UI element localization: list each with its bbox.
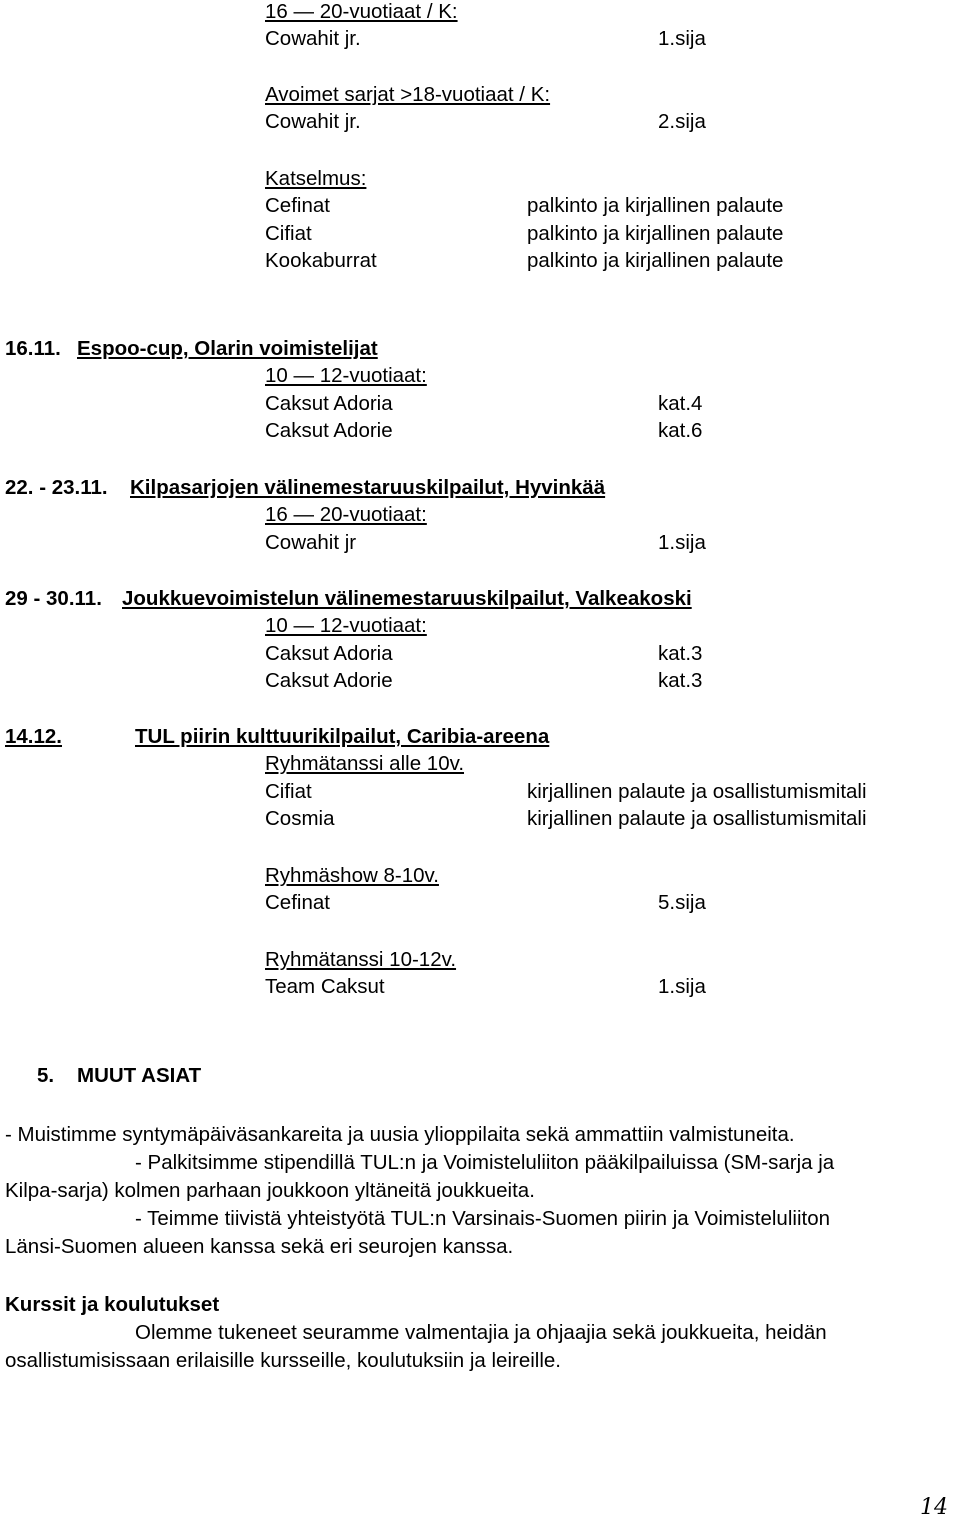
category-heading: Ryhmätanssi 10-12v. (265, 948, 457, 971)
team-name: Cefinat (265, 194, 330, 217)
result: palkinto ja kirjallinen palaute (527, 194, 784, 217)
section-number: 5. (37, 1064, 55, 1087)
event-title: Joukkuevoimistelun välinemestaruuskilpailut, Valkeakoski (122, 587, 692, 610)
event-title: TUL piirin kulttuurikilpailut, Caribia-areena (135, 725, 550, 748)
paragraph: - Teimme tiivistä yhteistyötä TUL:n Varsinais-Suomen piirin ja Voimisteluliiton (135, 1207, 830, 1230)
result: 1.sija (658, 531, 706, 554)
event-date: 22. - 23.11. (5, 476, 108, 499)
paragraph: Kilpa-sarja) kolmen parhaan joukkoon yltäneitä joukkueita. (5, 1179, 535, 1202)
paragraph: Länsi-Suomen alueen kanssa sekä eri seurojen kanssa. (5, 1235, 514, 1258)
result: 2.sija (658, 110, 706, 133)
team-name: Cifiat (265, 780, 312, 803)
paragraph: Olemme tukeneet seuramme valmentajia ja ohjaajia sekä joukkueita, heidän (135, 1321, 827, 1344)
event-date: 14.12. (5, 725, 62, 748)
event-title: Kilpasarjojen välinemestaruuskilpailut, Hyvinkää (130, 476, 606, 499)
event-date: 29 - 30.11. (5, 587, 102, 610)
paragraph: - Muistimme syntymäpäiväsankareita ja uusia ylioppilaita sekä ammattiin valmistuneita. (5, 1123, 795, 1146)
result: kat.3 (658, 669, 703, 692)
result: kirjallinen palaute ja osallistumismitali (527, 807, 867, 830)
event-title: Espoo-cup, Olarin voimistelijat (77, 337, 378, 360)
team-name: Cowahit jr. (265, 110, 361, 133)
category-heading: Ryhmätanssi alle 10v. (265, 752, 465, 775)
team-name: Cowahit jr (265, 531, 357, 554)
category-heading: 16 — 20-vuotiaat: (265, 503, 427, 526)
result: kat.3 (658, 642, 703, 665)
team-name: Caksut Adorie (265, 419, 393, 442)
team-name: Caksut Adoria (265, 392, 393, 415)
paragraph: - Palkitsimme stipendillä TUL:n ja Voimisteluliiton pääkilpailuissa (SM-sarja ja (135, 1151, 835, 1174)
section-heading: Kurssit ja koulutukset (5, 1293, 220, 1316)
paragraph: osallistumisissaan erilaisille kursseille, koulutuksiin ja leireille. (5, 1349, 561, 1372)
category-heading: Ryhmäshow 8-10v. (265, 864, 439, 887)
result: kirjallinen palaute ja osallistumismitali (527, 780, 867, 803)
section-title: MUUT ASIAT (77, 1064, 202, 1087)
result: palkinto ja kirjallinen palaute (527, 222, 784, 245)
team-name: Kookaburrat (265, 249, 377, 272)
result: 5.sija (658, 891, 706, 914)
result: palkinto ja kirjallinen palaute (527, 249, 784, 272)
team-name: Cefinat (265, 891, 330, 914)
category-heading: Katselmus: (265, 167, 367, 190)
event-date: 16.11. (5, 337, 61, 360)
category-heading: Avoimet sarjat >18-vuotiaat / K: (265, 83, 551, 106)
result: kat.6 (658, 419, 703, 442)
result: 1.sija (658, 975, 706, 998)
team-name: Team Caksut (265, 975, 385, 998)
team-name: Cosmia (265, 807, 335, 830)
category-heading: 10 — 12-vuotiaat: (265, 614, 427, 637)
team-name: Cifiat (265, 222, 312, 245)
result: 1.sija (658, 27, 706, 50)
category-heading: 16 — 20-vuotiaat / K: (265, 0, 458, 23)
team-name: Cowahit jr. (265, 27, 361, 50)
team-name: Caksut Adoria (265, 642, 393, 665)
team-name: Caksut Adorie (265, 669, 393, 692)
category-heading: 10 — 12-vuotiaat: (265, 364, 427, 387)
result: kat.4 (658, 392, 703, 415)
page-number: 14 (920, 1495, 948, 1520)
